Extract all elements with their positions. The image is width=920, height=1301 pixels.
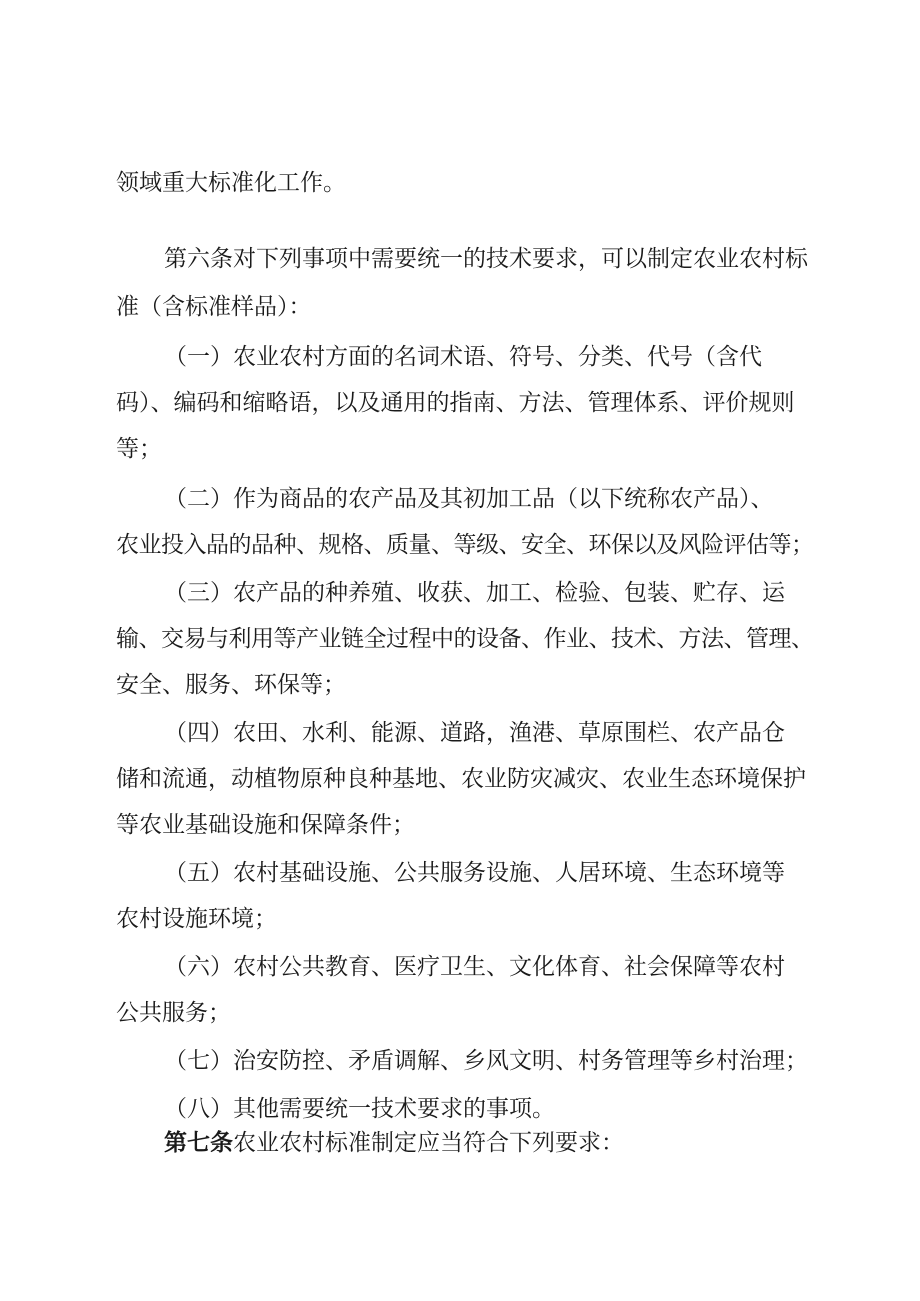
article-7-heading: 第七条 bbox=[164, 1129, 233, 1156]
article-6-line: 第六条对下列事项中需要统一的技术要求，可以制定农业农村标 bbox=[164, 246, 808, 272]
text-line: 等农业基础设施和保障条件； bbox=[116, 812, 415, 838]
text-line: 农业投入品的品种、规格、质量、等级、安全、环保以及风险评估等； bbox=[116, 532, 814, 558]
item-7-line: （七）治安防控、矛盾调解、乡风文明、村务管理等乡村治理； bbox=[164, 1048, 808, 1074]
item-5-line: （五）农村基础设施、公共服务设施、人居环境、生态环境等 bbox=[164, 860, 785, 886]
text-line: 领域重大标准化工作。 bbox=[116, 170, 346, 196]
text-line: 公共服务； bbox=[116, 1000, 231, 1026]
text-line: 输、交易与利用等产业链全过程中的设备、作业、技术、方法、管理、 bbox=[116, 626, 814, 652]
text-line: 准（含标准样品）： bbox=[116, 294, 312, 320]
text-line: 农村设施环境； bbox=[116, 906, 277, 932]
text-line: 码）、编码和缩略语，以及通用的指南、方法、管理体系、评价规则 bbox=[116, 390, 795, 416]
text-line: 储和流通，动植物原种良种基地、农业防灾减灾、农业生态环境保护 bbox=[116, 766, 806, 792]
item-1-line: （一）农业农村方面的名词术语、符号、分类、代号（含代 bbox=[164, 344, 762, 370]
article-7-text: 农业农村标准制定应当符合下列要求： bbox=[233, 1130, 624, 1156]
item-3-line: （三）农产品的种养殖、收获、加工、检验、包装、贮存、运 bbox=[164, 580, 785, 606]
item-2-line: （二）作为商品的农产品及其初加工品（以下统称农产品）、 bbox=[164, 486, 774, 512]
item-4-line: （四）农田、水利、能源、道路，渔港、草原围栏、农产品仓 bbox=[164, 720, 785, 746]
text-line: 安全、服务、环保等； bbox=[116, 672, 346, 698]
item-8-line: （八）其他需要统一技术要求的事项。 bbox=[164, 1096, 555, 1122]
article-7-line bbox=[164, 1128, 624, 1158]
text-line: 等； bbox=[116, 436, 162, 462]
item-6-line: （六）农村公共教育、医疗卫生、文化体育、社会保障等农村 bbox=[164, 954, 785, 980]
